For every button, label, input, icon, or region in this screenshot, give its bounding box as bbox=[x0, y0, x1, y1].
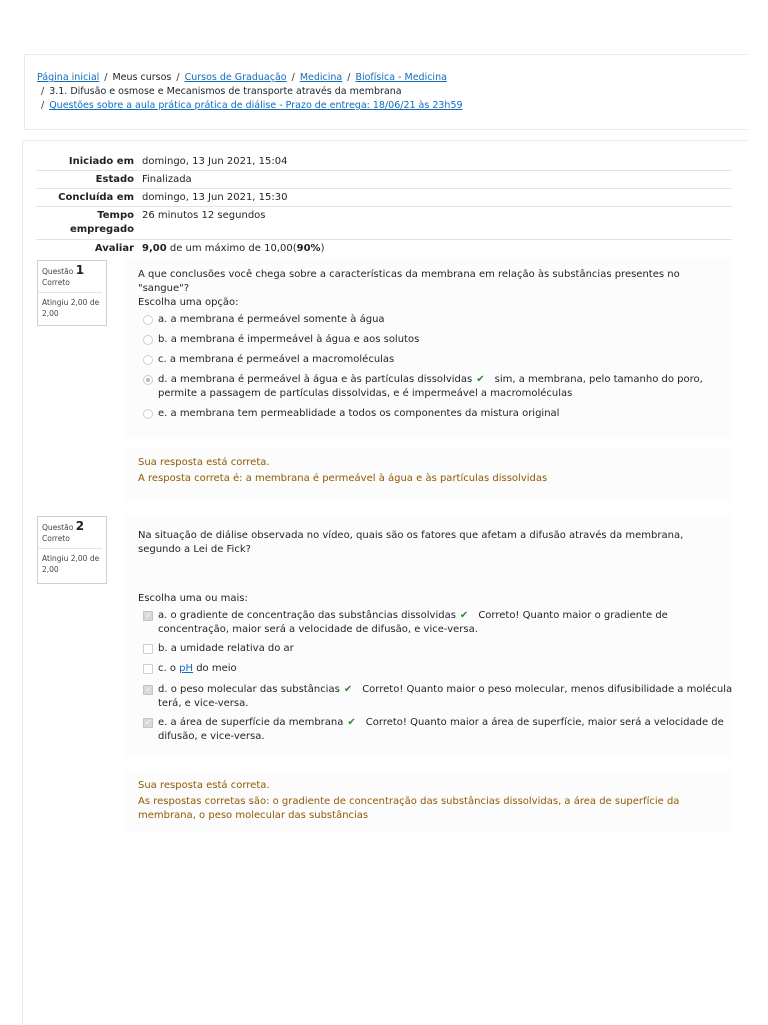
summary-row bbox=[36, 153, 732, 171]
breadcrumb-activity-link[interactable]: Questões sobre a aula prática prática de diálise - Prazo de entrega: 18/06/21 às 23h59 bbox=[49, 100, 463, 111]
summary-label: Iniciado em bbox=[68, 156, 134, 167]
checkbox-checked[interactable] bbox=[143, 718, 153, 728]
summary-value: Finalizada bbox=[142, 174, 192, 185]
breadcrumb-graduation-link[interactable]: Cursos de Graduação bbox=[184, 72, 287, 83]
question-number: Questão 2 bbox=[42, 519, 85, 533]
summary-value: domingo, 13 Jun 2021, 15:30 bbox=[142, 192, 288, 203]
grade-score: 9,00 bbox=[142, 243, 167, 254]
check-mark-icon: ✔ bbox=[347, 717, 356, 728]
question-1-option-e[interactable] bbox=[143, 407, 733, 421]
option-label-with-feedback: e. a área de superfície da membrana ✔ Correto! Quanto maior a área de superfície, maior será a velocidade de difusão, e vice-versa. bbox=[158, 717, 724, 742]
check-mark-icon: ✔ bbox=[476, 374, 485, 385]
checkbox-checked[interactable] bbox=[143, 611, 153, 621]
question-1-option-c[interactable] bbox=[143, 353, 733, 367]
summary-grade-value bbox=[142, 240, 732, 258]
checkbox-checked[interactable] bbox=[143, 685, 153, 695]
correct-answer-text: A resposta correta é: a membrana é permeável à água e às partículas dissolvidas bbox=[138, 473, 548, 484]
option-label-with-feedback: d. a membrana é permeável à água e às partículas dissolvidas ✔ sim, a membrana, pelo tamanho do poro, permite a passagem de partículas dissolvidas, e é impermeável a macromoléculas bbox=[158, 374, 703, 399]
breadcrumb-medicine-link[interactable]: Medicina bbox=[299, 72, 343, 83]
option-feedback: Correto! Quanto maior o gradiente de concentração, maior será a velocidade de difusão, e vice-versa. bbox=[158, 610, 668, 635]
option-label: b. a umidade relativa do ar bbox=[158, 643, 294, 654]
question-2-option-e[interactable] bbox=[143, 716, 733, 744]
option-label: a. a membrana é permeável somente à água bbox=[158, 314, 385, 325]
question-2-option-a[interactable] bbox=[143, 609, 733, 637]
check-mark-icon: ✔ bbox=[459, 610, 469, 621]
question-grade: Atingiu 2,00 de 2,00 bbox=[42, 298, 100, 318]
radio-button[interactable] bbox=[143, 409, 153, 419]
question-grade: Atingiu 2,00 de 2,00 bbox=[42, 554, 100, 574]
question-2-option-b[interactable] bbox=[143, 642, 733, 656]
option-label: c. o pH do meio bbox=[158, 663, 237, 674]
breadcrumb-home-link[interactable]: Página inicial bbox=[37, 72, 100, 83]
checkbox[interactable] bbox=[143, 644, 153, 654]
summary-row bbox=[36, 207, 732, 240]
question-1-feedback bbox=[124, 448, 732, 500]
breadcrumb-separator: / bbox=[291, 72, 295, 83]
question-status: Correto bbox=[42, 534, 70, 543]
breadcrumb-separator: / bbox=[41, 86, 45, 97]
summary-row bbox=[36, 171, 732, 189]
breadcrumb-separator: / bbox=[41, 100, 45, 111]
grade-text: de um máximo de 10,00( bbox=[166, 243, 297, 254]
option-feedback: Correto! Quanto maior a área de superfície, maior será a velocidade de difusão, e vice-versa. bbox=[158, 717, 724, 742]
question-2-prompt: Escolha uma ou mais: bbox=[138, 593, 248, 604]
summary-row bbox=[36, 240, 732, 258]
breadcrumb-biophysics-link[interactable]: Biofísica - Medicina bbox=[355, 72, 447, 83]
breadcrumb bbox=[24, 54, 747, 130]
question-1-text: A que conclusões você chega sobre a características da membrana em relação às substâncias presentes no "sangue"? bbox=[138, 269, 680, 294]
question-2-text: Na situação de diálise observada no vídeo, quais são os fatores que afetam a difusão através da membrana, segundo a Lei de Fick? bbox=[138, 530, 684, 555]
option-label-with-feedback: a. o gradiente de concentração das substâncias dissolvidas ✔ Correto! Quanto maior o gradiente de concentração, maior será a velocidade de difusão, e vice-versa. bbox=[158, 610, 668, 635]
breadcrumb-separator: / bbox=[347, 72, 351, 83]
result-text: Sua resposta está correta. bbox=[138, 457, 270, 468]
question-1-option-b[interactable] bbox=[143, 333, 733, 347]
breadcrumb-separator: / bbox=[176, 72, 180, 83]
result-text: Sua resposta está correta. bbox=[138, 780, 270, 791]
question-2-option-c[interactable] bbox=[143, 662, 733, 676]
radio-button[interactable] bbox=[143, 355, 153, 365]
option-feedback: sim, a membrana, pelo tamanho do poro, permite a passagem de partículas dissolvidas, e é impermeável a macromoléculas bbox=[158, 374, 703, 399]
breadcrumb-section[interactable]: 3.1. Difusão e osmose e Mecanismos de transporte através da membrana bbox=[49, 86, 402, 97]
summary-row bbox=[36, 189, 732, 207]
question-1-prompt: Escolha uma opção: bbox=[138, 297, 239, 308]
question-number: Questão 1 bbox=[42, 263, 85, 277]
option-label: e. a membrana tem permeablidade a todos os componentes da mistura original bbox=[158, 408, 560, 419]
breadcrumb-separator: / bbox=[104, 72, 108, 83]
radio-button[interactable] bbox=[143, 315, 153, 325]
question-2-info bbox=[37, 516, 107, 584]
checkbox[interactable] bbox=[143, 664, 153, 674]
option-label: c. a membrana é permeável a macromoléculas bbox=[158, 354, 395, 365]
question-1-info bbox=[37, 260, 107, 326]
option-feedback: Correto! Quanto maior o peso molecular, menos difusibilidade a molécula terá, e vice-versa. bbox=[158, 684, 733, 709]
breadcrumb-my-courses: Meus cursos bbox=[112, 72, 172, 83]
grade-percent: 90% bbox=[296, 243, 321, 254]
check-mark-icon: ✔ bbox=[343, 684, 353, 695]
option-label: b. a membrana é impermeável à água e aos solutos bbox=[158, 334, 420, 345]
summary-label: Avaliar bbox=[94, 243, 134, 254]
summary-label: Tempo empregado bbox=[69, 210, 134, 235]
summary-label: Concluída em bbox=[58, 192, 134, 203]
question-2-option-d[interactable] bbox=[143, 683, 733, 711]
summary-label: Estado bbox=[95, 174, 134, 185]
summary-value: 26 minutos 12 segundos bbox=[142, 210, 266, 221]
correct-answer-text: As respostas corretas são: o gradiente de concentração das substâncias dissolvidas, a área de superfície da membrana, o peso molecular das substâncias bbox=[138, 796, 680, 821]
question-1-option-d[interactable] bbox=[143, 373, 733, 401]
grade-text-end: ) bbox=[320, 243, 325, 254]
question-status: Correto bbox=[42, 278, 70, 287]
question-2-feedback bbox=[124, 771, 732, 831]
question-1-option-a[interactable] bbox=[143, 313, 733, 327]
summary-value: domingo, 13 Jun 2021, 15:04 bbox=[142, 156, 288, 167]
attempt-summary-table bbox=[36, 153, 732, 257]
option-label-with-feedback: d. o peso molecular das substâncias ✔ Correto! Quanto maior o peso molecular, menos difusibilidade a molécula terá, e vice-versa. bbox=[158, 684, 733, 709]
radio-button[interactable] bbox=[143, 335, 153, 345]
radio-button-selected[interactable] bbox=[143, 375, 153, 385]
ph-glossary-link[interactable]: pH bbox=[179, 663, 194, 674]
